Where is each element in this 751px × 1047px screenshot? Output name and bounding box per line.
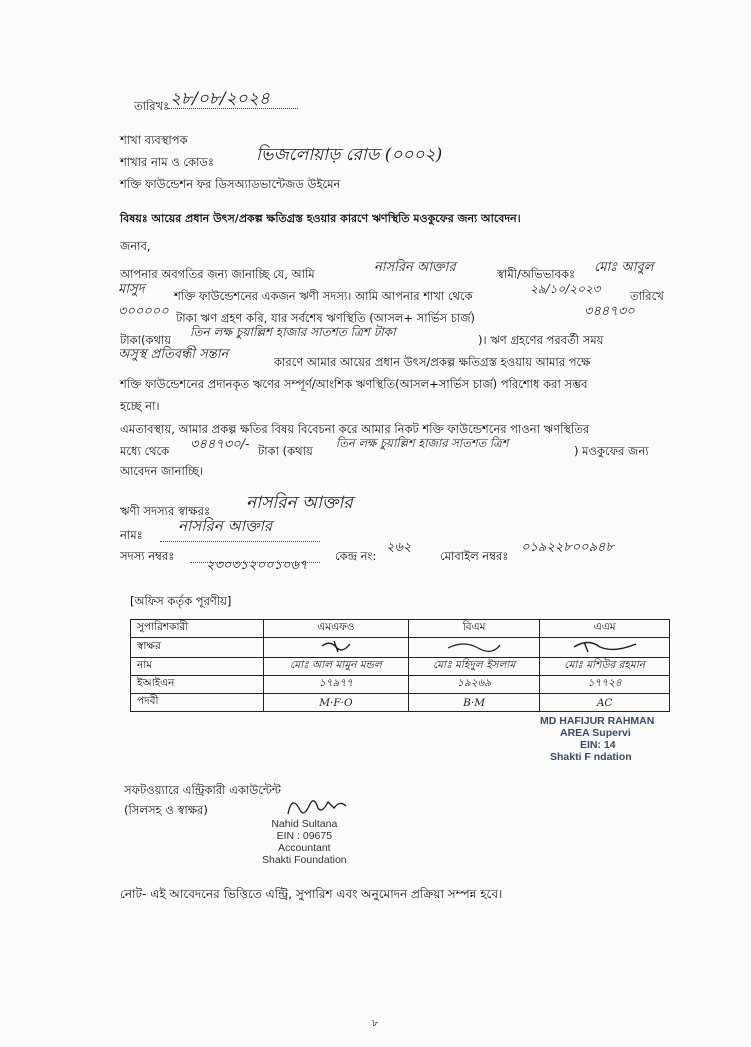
date-underline [168,108,298,109]
designation-bm: B·M [408,694,540,712]
table-row [131,620,670,638]
table-header-mfo: এমএফও [264,620,409,638]
ein-bm: ১৯২৬৯ [408,676,540,694]
row-label-name: নাম [131,658,264,676]
stamp-line: Accountant [278,842,331,854]
body-line-4a: টাকা(কথায় [120,333,172,347]
name-mfo: মোঃ আল মামুন মন্ডল [264,658,409,676]
body-p2-line-1: এমতাবস্থায়, আমার প্রকল্প ক্ষতির বিষয় বিবেচনা করে আমার নিকট শক্তি ফাউন্ডেশনের পাওনা ঋণস্থিতির [120,422,590,436]
row-label-ein: ইআইএন [131,676,264,694]
member-name-underline [160,541,320,542]
body-p2-line-3: আবেদন জানাচ্ছি। [120,464,204,478]
stamp-line: EIN : 09675 [276,830,333,842]
accountant-signature [282,792,352,820]
stamp-line: EIN: 14 [580,739,616,751]
org-line: শক্তি ফাউন্ডেশন ফর ডিসঅ্যাডভান্টেজড উইমেন [120,177,341,191]
accountant-seal-label: (সিলসহ ও স্বাক্ষর) [124,803,208,817]
date-label: তারিখঃ [134,99,170,113]
member-name-label: নামঃ [120,528,143,542]
signature-mark-am [570,638,640,654]
stamp-line: Shakti F ndation [550,751,632,763]
amount-words-handwritten: তিন লক্ষ চুয়াল্লিশ হাজার সাতশত ত্রিশ টাকা [190,325,396,339]
table-header-recommender: সুপারিশকারী [131,620,264,638]
body-line-3: টাকা ঋণ গ্রহণ করি, যার সর্বশেষ ঋণস্থিতি (আসল+ সার্ভিস চার্জ) [176,311,476,325]
ein-mfo: ১৭৯৭৭ [264,676,409,694]
body-line-7: হচ্ছে না। [120,399,160,413]
subject-line: বিষয়ঃ আয়ের প্রধান উৎস/প্রকল্প ক্ষতিগ্রস্ত হওয়ার কারণে ঋণস্থিতি মওকুফের জন্য আবেদন। [120,212,521,225]
table-header-am: এএম [540,620,670,638]
name-am: মোঃ মশিউর রহমান [540,658,670,676]
office-heading: [অফিস কর্তৃক পূরণীয়] [130,594,232,608]
guardian-handwritten: মোঃ আবুল [594,260,654,275]
accountant-label: সফটওয়্যারে এন্ট্রিকারী একাউন্টেন্ট [124,783,281,797]
area-supervisor-stamp [540,715,654,763]
signature-mark-bm [444,638,504,654]
body-p2-line-2a: মধ্যে থেকে [120,444,170,458]
body-line-4b: )। ঋণ গ্রহণের পরবর্তী সময় [478,333,604,347]
stamp-line: AREA Supervi [560,727,631,739]
body-p2-line-2c: ) মওকুফের জন্য [574,444,649,458]
row-label-designation: পদবী [131,694,264,712]
body-line-2b: তারিখে [630,289,664,303]
stamp-line: Shakti Foundation [262,854,347,866]
designation-am: AC [540,694,670,712]
table-header-bm: বিএম [408,620,540,638]
body-line-2: শক্তি ফাউন্ডেশনের একজন ঋণী সদস্য। আমি আপনার শাখা থেকে [174,289,473,303]
member-id-label: সদস্য নম্বরঃ [120,549,175,563]
mobile-number: ০১৯২২৮০০৯৪৮ [521,540,614,555]
guardian-handwritten-2: মাসুদ [118,282,145,297]
member-id: ২৩০৩১২০০১০৬৭ [206,558,308,573]
member-signature-label: ঋণী সদস্যর স্বাক্ষরঃ [120,504,211,518]
member-name: নাসরিন আক্তার [178,517,273,535]
body-line-1a: আপনার অবগতির জন্য জানাচ্ছি যে, আমি [120,267,315,281]
table-row [131,694,670,712]
center-number: ২৬২ [386,540,412,555]
waive-words-handwritten: তিন লক্ষ চুয়াল্লিশ হাজার সাতশত ত্রিশ [336,436,509,450]
stamp-line: MD HAFIJUR RAHMAN [540,715,655,727]
ein-am: ১৭৭২৪ [540,676,670,694]
salutation: জনাব, [120,239,151,253]
note: নোট- এই আবেদনের ভিত্তিতে এন্ট্রি, সুপারিশ এবং অনুমোদন প্রক্রিয়া সম্পন্ন হবে। [120,887,503,901]
branch-name-code-label: শাখার নাম ও কোডঃ [120,155,215,169]
balance-handwritten: ৩৪৪৭৩০ [584,304,635,319]
accountant-stamp [262,818,347,866]
table-row [131,676,670,694]
signature-bm [408,638,540,658]
recommendation-table [130,619,670,712]
body-p2-line-2b: টাকা (কথায় [258,444,313,458]
signature-mark-mfo [316,638,356,654]
waive-amount-handwritten: ৩৪৪৭৩০/- [190,437,250,452]
signature-mfo [264,638,409,658]
signature-am [540,638,670,658]
date-value: ২৮/০৮/২০২৪ [170,89,270,109]
loan-date-handwritten: ২৯/১০/২০২৩ [530,282,601,296]
mobile-label: মোবাইল নম্বরঃ [440,549,509,563]
row-label-signature: স্বাক্ষর [131,638,264,658]
designation-mfo: M·F·O [264,694,409,712]
member-signature: নাসরিন আক্তার [246,493,353,513]
body-line-1b: স্বামী/অভিভাবকঃ [497,267,576,281]
reason-handwritten: অসুস্থ প্রতিবন্ধী সন্তান [118,347,229,362]
body-line-6: শক্তি ফাউন্ডেশনের প্রদানকৃত ঋণের সম্পূর্ণ/আংশিক ঋণস্থিতি(আসল+সার্ভিস চার্জ) পরিশোধ করা সম্ভব [120,377,588,391]
page-number: ৮ [372,1018,379,1029]
branch-name-code-value: ভিজলোয়াড় রোড (০০০২) [256,145,443,165]
center-label: কেন্দ্র নং: [335,549,377,563]
loan-amount-handwritten: ৩০০০০০ [118,304,169,319]
member-name-handwritten: নাসরিন আক্তার [374,260,456,275]
branch-manager-label: শাখা ব্যবস্থাপক [120,133,188,147]
name-bm: মোঃ মহিদুল ইসলাম [408,658,540,676]
stamp-line: Nahid Sultana [271,818,338,830]
table-row [131,638,670,658]
table-row [131,658,670,676]
body-line-5: কারণে আমার আয়ের প্রধান উৎস/প্রকল্প ক্ষতিগ্রস্ত হওয়ায় আমার পক্ষে [274,355,591,369]
